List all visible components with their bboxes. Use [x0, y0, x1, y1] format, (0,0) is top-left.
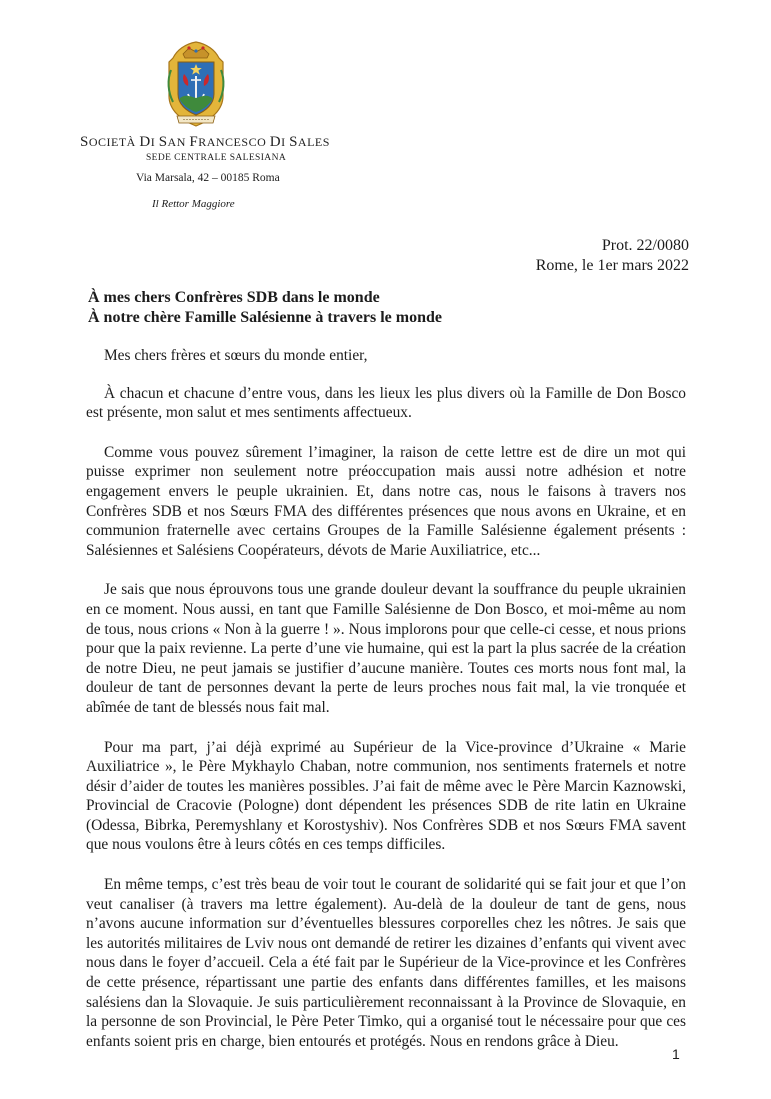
letter-body: [86, 346, 686, 1051]
addressee-line: À mes chers Confrères SDB dans le monde: [88, 289, 380, 306]
addressee-block: [88, 288, 442, 328]
protocol-block: [536, 236, 689, 276]
body-paragraph: Je sais que nous éprouvons tous une grande douleur devant la souffrance du peuple ukrainien en ce moment. Nous aussi, en tant que Famille Salésienne de Don Bosco, et moi-même au nom de tous, nous crions « Non à la guerre ! ». Nous implorons pour que celle-ci cesse, et nous prions pour que la paix revienne. La perte d’une vie humaine, qui est la part la plus sacrée de la création de notre Dieu, ne peut jamais se justifier d’aucune manière. Toutes ces morts nous font mal, la douleur de tant de personnes devant la perte de leurs proches nous fait mal, la vie tronquée et abîmée de tant de blessés nous fait mal.: [86, 581, 686, 716]
letterhead: [80, 133, 410, 211]
addressee-line: À notre chère Famille Salésienne à travers le monde: [88, 309, 442, 326]
organization-subtitle: SEDE CENTRALE SALESIANA: [146, 153, 287, 163]
place-date: Rome, le 1er mars 2022: [535, 257, 689, 274]
body-paragraph: Comme vous pouvez sûrement l’imaginer, la raison de cette lettre est de dire un mot qui puisse exprimer non seulement notre préoccupation mais aussi notre adhésion et notre engagement envers le peuple ukrainien. Et, dans notre cas, nous le faisons à travers nos Confrères SDB et nos Sœurs FMA des différentes présences que nous avons en Ukraine, et en communion fraternelle avec certains Groupes de la Famille Salésienne également présents : Salésiennes et Salésiens Coopérateurs, dévots de Marie Auxiliatrice, etc...: [86, 443, 686, 559]
page-number: 1: [672, 1046, 680, 1062]
office-title: Il Rettor Maggiore: [152, 198, 235, 210]
salesian-coat-of-arms-icon: [163, 40, 229, 130]
body-paragraph: Pour ma part, j’ai déjà exprimé au Supérieur de la Vice-province d’Ukraine « Marie Auxiliatrice », le Père Mykhaylo Chaban, notre communion, nos sentiments fraternels et notre désir d’aider de toutes les manières possibles. J’ai fait de même avec le Père Marcin Kaznowski, Provincial de Cracovie (Pologne) dont dépendent les présences SDB de rite latin en Ukraine (Odessa, Bibrka, Peremyshlany et Korostyshiv). Nos Confrères SDB et nos Sœurs FMA savent que nous voulons être à leurs côtés en ces temps difficiles.: [86, 738, 686, 854]
body-paragraph: En même temps, c’est très beau de voir tout le courant de solidarité qui se fait jour et que l’on veut canaliser (à travers ma lettre également). Au-delà de la douleur de tant de gens, nous n’avons aucune information sur d’éventuelles blessures corporelles chez les nôtres. Je sais que les autorités militaires de Lviv nous ont demandé de retirer les dizaines d’enfants qui vivent avec nous dans le foyer d’accueil. Cela a été fait par le Supérieur de la Vice-province et les Confrères de cette présence, répartissant une partie des enfants dans différentes familles, et les maisons salésiens dan la Slovaquie. Je suis particulièrement reconnaissant à la Province de Slovaquie, en la personne de son Provincial, le Père Peter Timko, qui a organisé tout le nécessaire pour que ces enfants soient pris en charge, bien entourés et protégés. Nous en rendons grâce à Dieu.: [86, 876, 686, 1050]
organization-name: SOCIETÀ DI SAN FRANCESCO DI SALES: [80, 134, 330, 150]
organization-address: Via Marsala, 42 – 00185 Roma: [136, 172, 280, 184]
body-paragraph: À chacun et chacune d’entre vous, dans les lieux les plus divers où la Famille de Don Bosco est présente, mon salut et mes sentiments affectueux.: [86, 384, 686, 422]
salutation: Mes chers frères et sœurs du monde entier,: [104, 347, 368, 364]
protocol-number: Prot. 22/0080: [601, 237, 689, 254]
